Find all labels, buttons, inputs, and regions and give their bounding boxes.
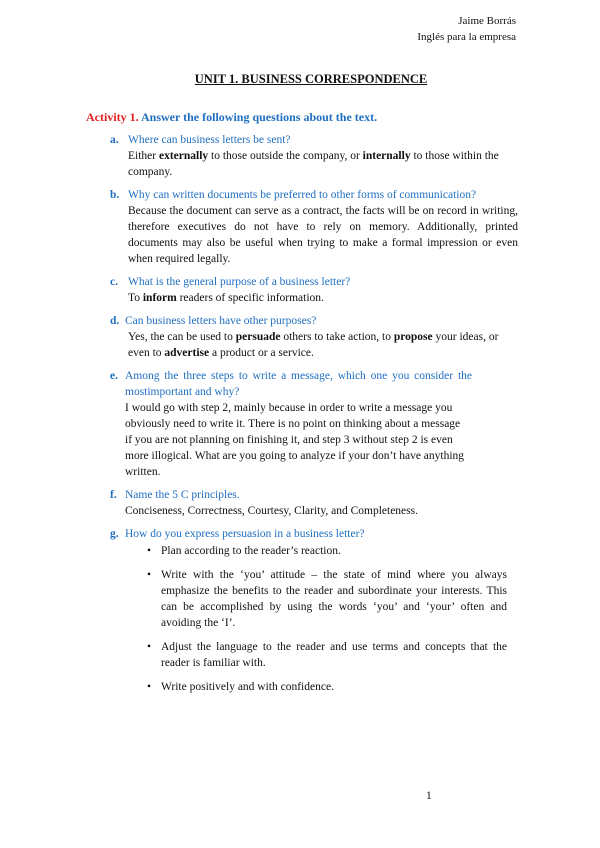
bullet-dot-icon: • (147, 681, 152, 693)
question-label: c. (110, 276, 118, 288)
activity-instruction: Answer the following questions about the text. (141, 110, 378, 124)
bullet-dot-icon: • (147, 641, 152, 653)
bullet-dot-icon: • (147, 569, 152, 581)
question-text: Name the 5 C principles. (125, 489, 240, 501)
answer-text: I would go with step 2, mainly because in order to write a message you obviously need to write it. There is no point on thinking about a message if you are not planning on finishing it, and step 3 without step 2 is even more illogical. What are you going to analyze if your don’t have anything written. (125, 402, 465, 478)
answer-text: Because the document can serve as a contract, the facts will be on record in writing, therefore executives do not have to rely on memory. Additionally, printed documents may also be useful when trying to make a formal impression or even when required legally. (128, 205, 518, 265)
question-label: a. (110, 134, 119, 146)
question-text: Why can written documents be preferred to other forms of communication? (128, 189, 477, 201)
header-author: Jaime Borrás (458, 15, 516, 27)
question-label: g. (110, 528, 119, 540)
bullet-item: • Adjust the language to the reader and use terms and concepts that the reader is familiar with. (147, 641, 507, 669)
answer-text: Either externally to those outside the company, or internally to those within the company. (128, 150, 499, 178)
page-title: UNIT 1. BUSINESS CORRESPONDENCE (194, 72, 428, 86)
bullet-item: • Write with the ‘you’ attitude – the state of mind where you always emphasize the benefits to the reader and subordinate your interests. This can be accomplished by using the words ‘you’ and ‘your’ often and avoiding the ‘I’. (147, 569, 507, 629)
answer-text: Conciseness, Correctness, Courtesy, Clarity, and Completeness. (125, 505, 418, 517)
question-label: e. (110, 370, 118, 382)
question-f (110, 487, 510, 519)
question-text: What is the general purpose of a business letter? (128, 276, 351, 288)
persuasion-bullet-list (147, 543, 507, 703)
bullet-dot-icon: • (147, 545, 152, 557)
page-number: 1 (426, 790, 432, 802)
question-g (110, 526, 510, 542)
question-text: Among the three steps to write a message, which one you consider the mostimportant and why? (125, 370, 472, 398)
question-c (110, 274, 510, 306)
question-label: d. (110, 315, 120, 327)
question-text: Can business letters have other purposes? (125, 315, 317, 327)
question-b (110, 187, 518, 267)
bullet-item: • Plan according to the reader’s reaction. (147, 545, 341, 557)
question-e (110, 368, 475, 480)
activity-number: Activity 1. (86, 110, 139, 124)
activity-heading (86, 110, 377, 125)
answer-text: Yes, the can be used to persuade others to take action, to propose your ideas, or even to advertise a product or a service. (128, 331, 499, 359)
question-text: How do you express persuasion in a business letter? (125, 528, 365, 540)
question-text: Where can business letters be sent? (128, 134, 291, 146)
question-a (110, 132, 510, 180)
question-label: f. (110, 489, 117, 501)
header-course: Inglés para la empresa (417, 31, 516, 43)
page-header (417, 13, 516, 45)
question-label: b. (110, 189, 120, 201)
answer-text: To inform readers of specific information. (128, 292, 324, 304)
question-d (110, 313, 510, 361)
bullet-item: • Write positively and with confidence. (147, 681, 334, 693)
